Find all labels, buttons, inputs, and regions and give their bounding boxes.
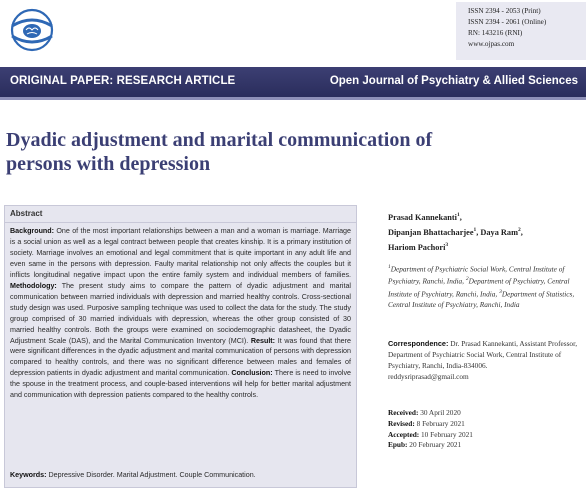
issn-online: ISSN 2394 - 2061 (Online) [468, 18, 547, 26]
conclusion-text: There is need to involve the spouse in the treatment process, and couple-based interventions will help for better marital adjustment and communication with depression patients compared to the healthy controls. [10, 369, 351, 400]
revised-label: Revised: [388, 418, 415, 428]
issn-info [468, 6, 546, 50]
correspondence-label: Correspondence: [388, 339, 449, 348]
paper-title [6, 128, 566, 176]
affiliation-1: Department of Psychiatric Social Work, Central Institute of Psychiatry, Ranchi, India, [388, 264, 565, 286]
methodology-label: Methodology: [10, 281, 57, 290]
keywords-text: Depressive Disorder. Marital Adjustment. Couple Communication. [46, 471, 256, 479]
author-name: Prasad Kannekanti [388, 212, 457, 222]
affiliations: $^1$Department of Psychiatric Social Work, Central Institute of Psychiatry, Ranchi, India, $^2$Department of Psychiatry, Central Institute of Psychiatry, Ranchi, India, $^3$Department of Statistics, Central Institute of Psychiatry, Ranchi, India [388, 264, 575, 310]
affiliation-2: Department of Psychiatry, Central Institute of Psychiatry, Ranchi, India, [388, 276, 570, 299]
article-type-label: ORIGINAL PAPER: RESEARCH ARTICLE [10, 75, 236, 87]
methodology-text: The present study aims to compare the pattern of dyadic adjustment and marital communication between married individuals with depression and married healthy controls. Cross-sectional study design was used. Purposive sampling technique was used to collect the data for the study. The study group comprised of 30 married individuals with depression, whereas the other group consisted of 30 married healthy controls. Both the groups were examined on sociodemographic datasheet, the Dyadic Adjustment Scale (DAS), and the Marital Communication Inventory (MCI). [10, 281, 351, 345]
affiliation-3: Department of Statistics, Central Institute of Psychiatry, Ranchi, India [388, 289, 575, 310]
correspondence-email-link[interactable]: reddysriprasad@gmail.com [388, 372, 469, 381]
author-name: Dipanjan Bhattacharjee [388, 227, 474, 237]
author-list: Prasad Kannekanti$^1$, Dipanjan Bhattacharjee$^1$, Daya Ram$^2$, Hariom Pachori$^3$ [388, 212, 523, 252]
result-label: Result: [250, 336, 276, 345]
accepted-label: Accepted: [388, 429, 420, 439]
abstract-heading-divider [4, 222, 357, 223]
received-date: 30 April 2020 [418, 408, 461, 417]
journal-name: Open Journal of Psychiatry & Allied Sciences [329, 75, 578, 87]
banner-divider [0, 97, 586, 100]
conclusion-label: Conclusion: [231, 369, 273, 378]
keywords [10, 471, 351, 479]
journal-brain-logo-icon [6, 8, 58, 52]
received-label: Received: [388, 408, 419, 417]
article-type-banner [0, 67, 586, 97]
abstract-heading: Abstract [10, 209, 43, 218]
background-text: One of the most important relationships between a man and a woman is marriage. Marriage is a social union as well as a legal contract between people that creates kinship. It is a primary institution of society. Marriage involves an emotional and legal commitment that is quite important in any adult life and even same in the persons with depression. Faulty marital relationship not only affects the couples but it inflicts longitudinal negative impact upon the entire family system and individual members of families. [10, 227, 351, 279]
keywords-label: Keywords: [10, 471, 47, 479]
author-name: Hariom Pachori [388, 242, 446, 252]
journal-website-link[interactable]: www.ojpas.com [468, 40, 515, 48]
rni-number: RN: 143216 (RNI) [468, 29, 523, 37]
background-label: Background: [10, 227, 55, 235]
correspondence-text: Dr. Prasad Kannekanti, Assistant Professor, Department of Psychiatric Social Work, Central Institute of Psychiatry, Ranchi, India-834006. [388, 339, 578, 370]
journal-logo [6, 8, 58, 52]
abstract-text [10, 226, 351, 401]
article-dates [388, 408, 584, 451]
result-text: It was found that there were significant differences in the dyadic adjustment and marital communication of persons with depression compared to healthy controls, and there was no significant difference between males and females of depression patients in dyadic adjustment and marital communication. [10, 336, 351, 378]
accepted-date: 10 February 2021 [419, 429, 473, 439]
epub-label: Epub: [388, 440, 408, 450]
revised-date: 8 February 2021 [414, 418, 465, 428]
issn-print: ISSN 2394 - 2053 (Print) [468, 7, 541, 15]
epub-date: 20 February 2021 [407, 440, 462, 450]
paper-title-line2: persons with depression [6, 153, 211, 175]
correspondence [388, 338, 584, 382]
paper-title-line1: Dyadic adjustment and marital communication of [6, 129, 433, 151]
author-name: Daya Ram [480, 227, 518, 237]
